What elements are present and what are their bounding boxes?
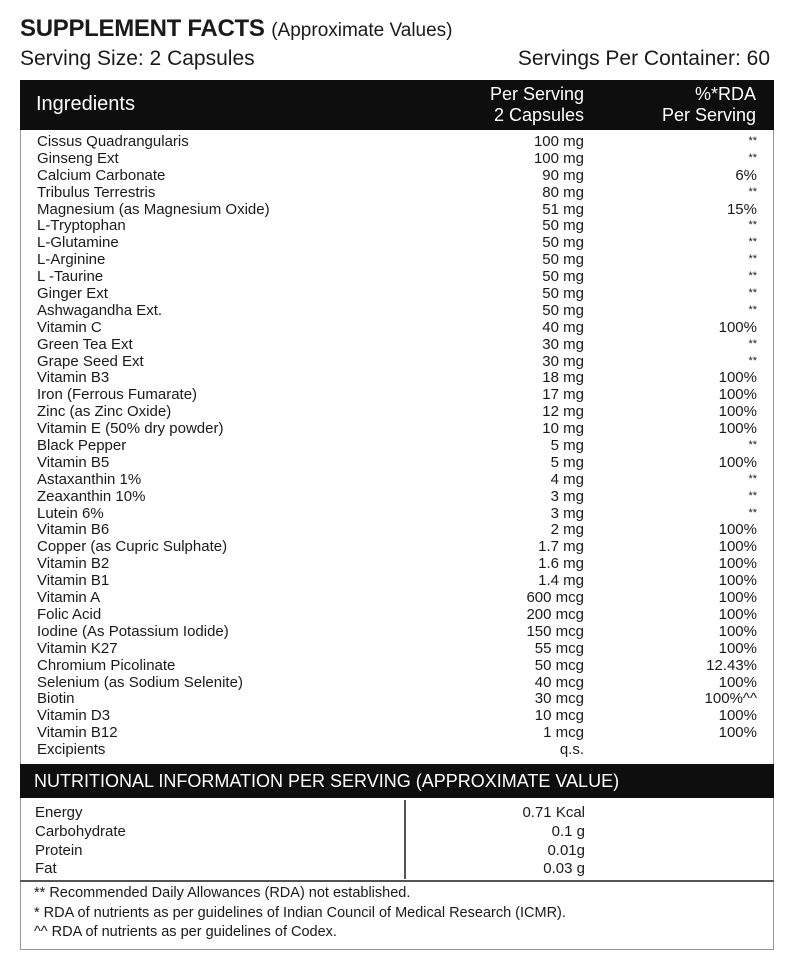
ingredient-row: [37, 437, 757, 454]
ingredient-row: [37, 319, 757, 336]
footnote: * RDA of nutrients as per guidelines of Indian Council of Medical Research (ICMR).: [34, 904, 566, 921]
ingredient-rda: 100%: [718, 707, 757, 725]
ingredient-row: [37, 505, 757, 522]
ingredient-name: Cissus Quadrangularis: [37, 133, 189, 150]
ingredient-rda: 100%: [718, 521, 757, 539]
ingredient-name: Folic Acid: [37, 605, 102, 623]
ingredient-name: Vitamin C: [37, 318, 102, 336]
nutrient-value: 0.01g: [547, 841, 585, 859]
ingredient-row: [37, 285, 757, 302]
ingredient-row: [37, 488, 757, 505]
ingredient-amount: q.s.: [559, 741, 584, 759]
ingredient-amount: 100 mg: [533, 133, 584, 150]
ingredient-amount: 3 mg: [550, 504, 584, 522]
serving-size: Serving Size: 2 Capsules: [20, 47, 255, 70]
ingredient-name: Tribulus Terrestris: [37, 183, 156, 201]
ingredient-rda: 100%: [718, 386, 757, 404]
ingredient-amount: 30 mg: [542, 352, 584, 370]
ingredient-amount: 100 mg: [533, 149, 584, 167]
ingredient-rda: **: [748, 270, 757, 283]
nutrition-row: [20, 841, 774, 860]
ingredient-amount: 50 mg: [542, 251, 584, 269]
ingredient-rda: **: [748, 303, 757, 316]
ingredient-amount: 50 mcg: [534, 656, 584, 674]
ingredient-amount: 10 mcg: [534, 707, 584, 725]
ingredient-name: L -Taurine: [37, 268, 104, 286]
ingredient-rda: 100%: [718, 420, 757, 438]
ingredient-row: [37, 471, 757, 488]
nutrition-row: [20, 859, 774, 878]
rda-header-line2: Per Serving: [661, 105, 756, 125]
ingredient-name: Biotin: [37, 690, 75, 708]
ingredient-amount: 50 mg: [542, 268, 584, 286]
ingredient-row: [37, 268, 757, 285]
ingredient-amount: 1.6 mg: [538, 555, 584, 573]
ingredient-name: Excipients: [37, 741, 106, 759]
ingredient-amount: 17 mg: [542, 386, 584, 404]
nutrient-name: Energy: [35, 804, 83, 821]
ingredient-name: L-Glutamine: [37, 234, 119, 252]
ingredient-rda: **: [748, 439, 757, 452]
ingredient-row: [37, 133, 757, 150]
nutrition-row: [20, 803, 774, 822]
ingredient-name: L-Tryptophan: [37, 217, 126, 235]
ingredient-name: Copper (as Cupric Sulphate): [37, 538, 228, 556]
ingredient-row: [37, 589, 757, 606]
ingredient-row: [37, 302, 757, 319]
ingredient-amount: 10 mg: [542, 420, 584, 438]
ingredient-name: Astaxanthin 1%: [37, 470, 142, 488]
ingredient-name: Ashwagandha Ext.: [37, 301, 163, 319]
nutrient-value: 0.03 g: [543, 860, 585, 877]
ingredient-name: L-Arginine: [37, 251, 106, 269]
ingredient-row: [37, 454, 757, 471]
ingredient-amount: 200 mcg: [526, 605, 584, 623]
ingredient-name: Magnesium (as Magnesium Oxide): [37, 200, 270, 218]
ingredient-amount: 50 mg: [542, 234, 584, 252]
ingredient-name: Vitamin B5: [37, 453, 110, 471]
ingredient-row: [37, 336, 757, 353]
ingredient-amount: 40 mg: [542, 318, 584, 336]
ingredient-name: Vitamin B1: [37, 572, 110, 590]
ingredient-name: Vitamin B3: [37, 369, 110, 387]
ingredient-rda: 12.43%: [706, 656, 757, 674]
ingredient-amount: 30 mg: [542, 335, 584, 353]
ingredient-name: Ginger Ext: [37, 285, 108, 303]
nutrition-table: [20, 800, 774, 880]
ingredient-rda: 100%: [718, 453, 757, 471]
ingredient-rda: **: [748, 506, 757, 519]
title-main: SUPPLEMENT FACTS: [20, 15, 265, 42]
ingredient-row: [37, 521, 757, 538]
nutrient-name: Protein: [35, 841, 83, 859]
ingredients-list: [37, 133, 757, 758]
ingredient-name: Calcium Carbonate: [37, 166, 166, 184]
ingredient-name: Vitamin A: [37, 589, 101, 607]
ingredient-amount: 1 mcg: [543, 724, 584, 742]
page-title: [20, 14, 453, 46]
ingredient-amount: 90 mg: [542, 166, 584, 184]
ingredient-row: [37, 251, 757, 268]
ingredient-rda: **: [748, 472, 757, 485]
ingredient-amount: 80 mg: [542, 183, 584, 201]
title-sub: (Approximate Values): [271, 20, 453, 41]
rda-header-line1: %*RDA: [694, 84, 756, 104]
ingredient-rda: 100%: [718, 589, 757, 607]
ingredient-row: [37, 690, 757, 707]
ingredient-amount: 30 mcg: [534, 690, 584, 708]
ingredient-name: Green Tea Ext: [37, 335, 133, 353]
ingredient-row: [37, 741, 757, 758]
ingredients-table-header: [20, 80, 774, 130]
ingredient-name: Black Pepper: [37, 437, 127, 455]
ingredient-name: Zinc (as Zinc Oxide): [37, 403, 172, 421]
ingredient-rda: **: [748, 253, 757, 266]
footnotes: [34, 884, 566, 943]
ingredient-amount: 600 mcg: [526, 589, 584, 607]
ingredient-amount: 18 mg: [542, 369, 584, 387]
ingredient-row: [37, 420, 757, 437]
ingredient-rda: 100%: [718, 555, 757, 573]
ingredient-rda: **: [748, 219, 757, 232]
ingredient-row: [37, 724, 757, 741]
nutrient-name: Carbohydrate: [35, 823, 126, 840]
ingredient-row: [37, 674, 757, 691]
ingredient-amount: 2 mg: [550, 521, 584, 539]
ingredient-row: [37, 538, 757, 555]
ingredient-row: [37, 386, 757, 403]
footnote: ** Recommended Daily Allowances (RDA) not established.: [34, 885, 411, 901]
ingredient-name: Grape Seed Ext: [37, 352, 144, 370]
ingredient-row: [37, 606, 757, 623]
nutrient-value: 0.71 Kcal: [522, 804, 585, 821]
rda-header: [662, 84, 756, 126]
ingredient-rda: **: [748, 337, 757, 350]
ingredient-rda: **: [748, 354, 757, 367]
ingredient-row: [37, 640, 757, 657]
ingredient-rda: 100%: [718, 538, 757, 556]
ingredient-amount: 5 mg: [550, 453, 584, 471]
ingredient-name: Zeaxanthin 10%: [37, 487, 146, 505]
ingredient-row: [37, 657, 757, 674]
ingredient-rda: **: [748, 185, 757, 198]
ingredients-header-label: Ingredients: [36, 93, 135, 115]
ingredient-name: Selenium (as Sodium Selenite): [37, 673, 243, 691]
ingredient-amount: 1.4 mg: [538, 572, 584, 590]
ingredient-name: Iodine (As Potassium Iodide): [37, 622, 229, 640]
ingredient-amount: 12 mg: [542, 403, 584, 421]
per-serving-header-line1: Per Serving: [489, 84, 584, 104]
ingredient-row: [37, 369, 757, 386]
ingredient-row: [37, 167, 757, 184]
ingredient-rda: **: [748, 236, 757, 249]
nutrient-name: Fat: [35, 860, 57, 877]
ingredient-row: [37, 572, 757, 589]
ingredient-rda: 100%: [718, 622, 757, 640]
per-serving-header-line2: 2 Capsules: [493, 105, 584, 125]
nutrition-title: NUTRITIONAL INFORMATION PER SERVING (APPROXIMATE VALUE): [34, 771, 620, 791]
ingredient-amount: 55 mcg: [534, 639, 584, 657]
ingredient-row: [37, 217, 757, 234]
nutrition-row: [20, 822, 774, 841]
ingredient-name: Ginseng Ext: [37, 149, 119, 167]
ingredient-row: [37, 184, 757, 201]
ingredient-rda: 100%: [718, 605, 757, 623]
serving-info: [20, 46, 770, 72]
ingredient-row: [37, 150, 757, 167]
ingredient-rda: 100%: [718, 403, 757, 421]
ingredient-rda: 6%: [735, 166, 757, 184]
ingredient-name: Vitamin B6: [37, 521, 110, 539]
ingredient-amount: 50 mg: [542, 217, 584, 235]
ingredient-rda: 100%: [718, 639, 757, 657]
ingredient-amount: 5 mg: [550, 437, 584, 455]
ingredient-row: [37, 555, 757, 572]
ingredient-row: [37, 353, 757, 370]
nutrition-bottom-border: [20, 880, 774, 882]
ingredient-amount: 50 mg: [542, 301, 584, 319]
ingredient-rda: 100%: [718, 318, 757, 336]
ingredient-name: Vitamin D3: [37, 707, 111, 725]
ingredient-amount: 1.7 mg: [538, 538, 584, 556]
ingredient-rda: **: [748, 489, 757, 502]
ingredient-rda: 15%: [726, 200, 757, 218]
ingredient-name: Vitamin B2: [37, 555, 110, 573]
ingredient-rda: **: [748, 151, 757, 164]
ingredient-name: Vitamin K27: [37, 639, 118, 657]
nutrient-value: 0.1 g: [551, 823, 585, 840]
per-serving-header: [490, 84, 584, 126]
ingredient-amount: 3 mg: [550, 487, 584, 505]
ingredient-rda: 100%: [718, 673, 757, 691]
ingredient-name: Vitamin E (50% dry powder): [37, 420, 224, 438]
ingredient-row: [37, 403, 757, 420]
ingredient-row: [37, 623, 757, 640]
ingredient-amount: 51 mg: [542, 200, 584, 218]
ingredient-amount: 40 mcg: [534, 673, 584, 691]
ingredient-rda: 100%: [718, 369, 757, 387]
ingredient-row: [37, 707, 757, 724]
ingredient-row: [37, 234, 757, 251]
ingredient-rda: **: [748, 135, 757, 147]
ingredient-name: Chromium Picolinate: [37, 656, 176, 674]
ingredient-name: Lutein 6%: [37, 504, 104, 522]
ingredient-name: Vitamin B12: [37, 724, 118, 742]
ingredient-amount: 50 mg: [542, 285, 584, 303]
nutrition-header: [20, 764, 774, 798]
ingredient-amount: 150 mcg: [526, 622, 584, 640]
ingredient-amount: 4 mg: [550, 470, 584, 488]
ingredient-name: Iron (Ferrous Fumarate): [37, 386, 198, 404]
ingredient-rda: 100%: [718, 572, 757, 590]
ingredient-rda: **: [748, 287, 757, 300]
ingredient-row: [37, 201, 757, 218]
ingredient-rda: 100%^^: [704, 690, 757, 708]
footnote: ^^ RDA of nutrients as per guidelines of Codex.: [34, 924, 337, 940]
ingredient-rda: 100%: [718, 724, 757, 742]
servings-per-container: Servings Per Container: 60: [517, 47, 770, 70]
